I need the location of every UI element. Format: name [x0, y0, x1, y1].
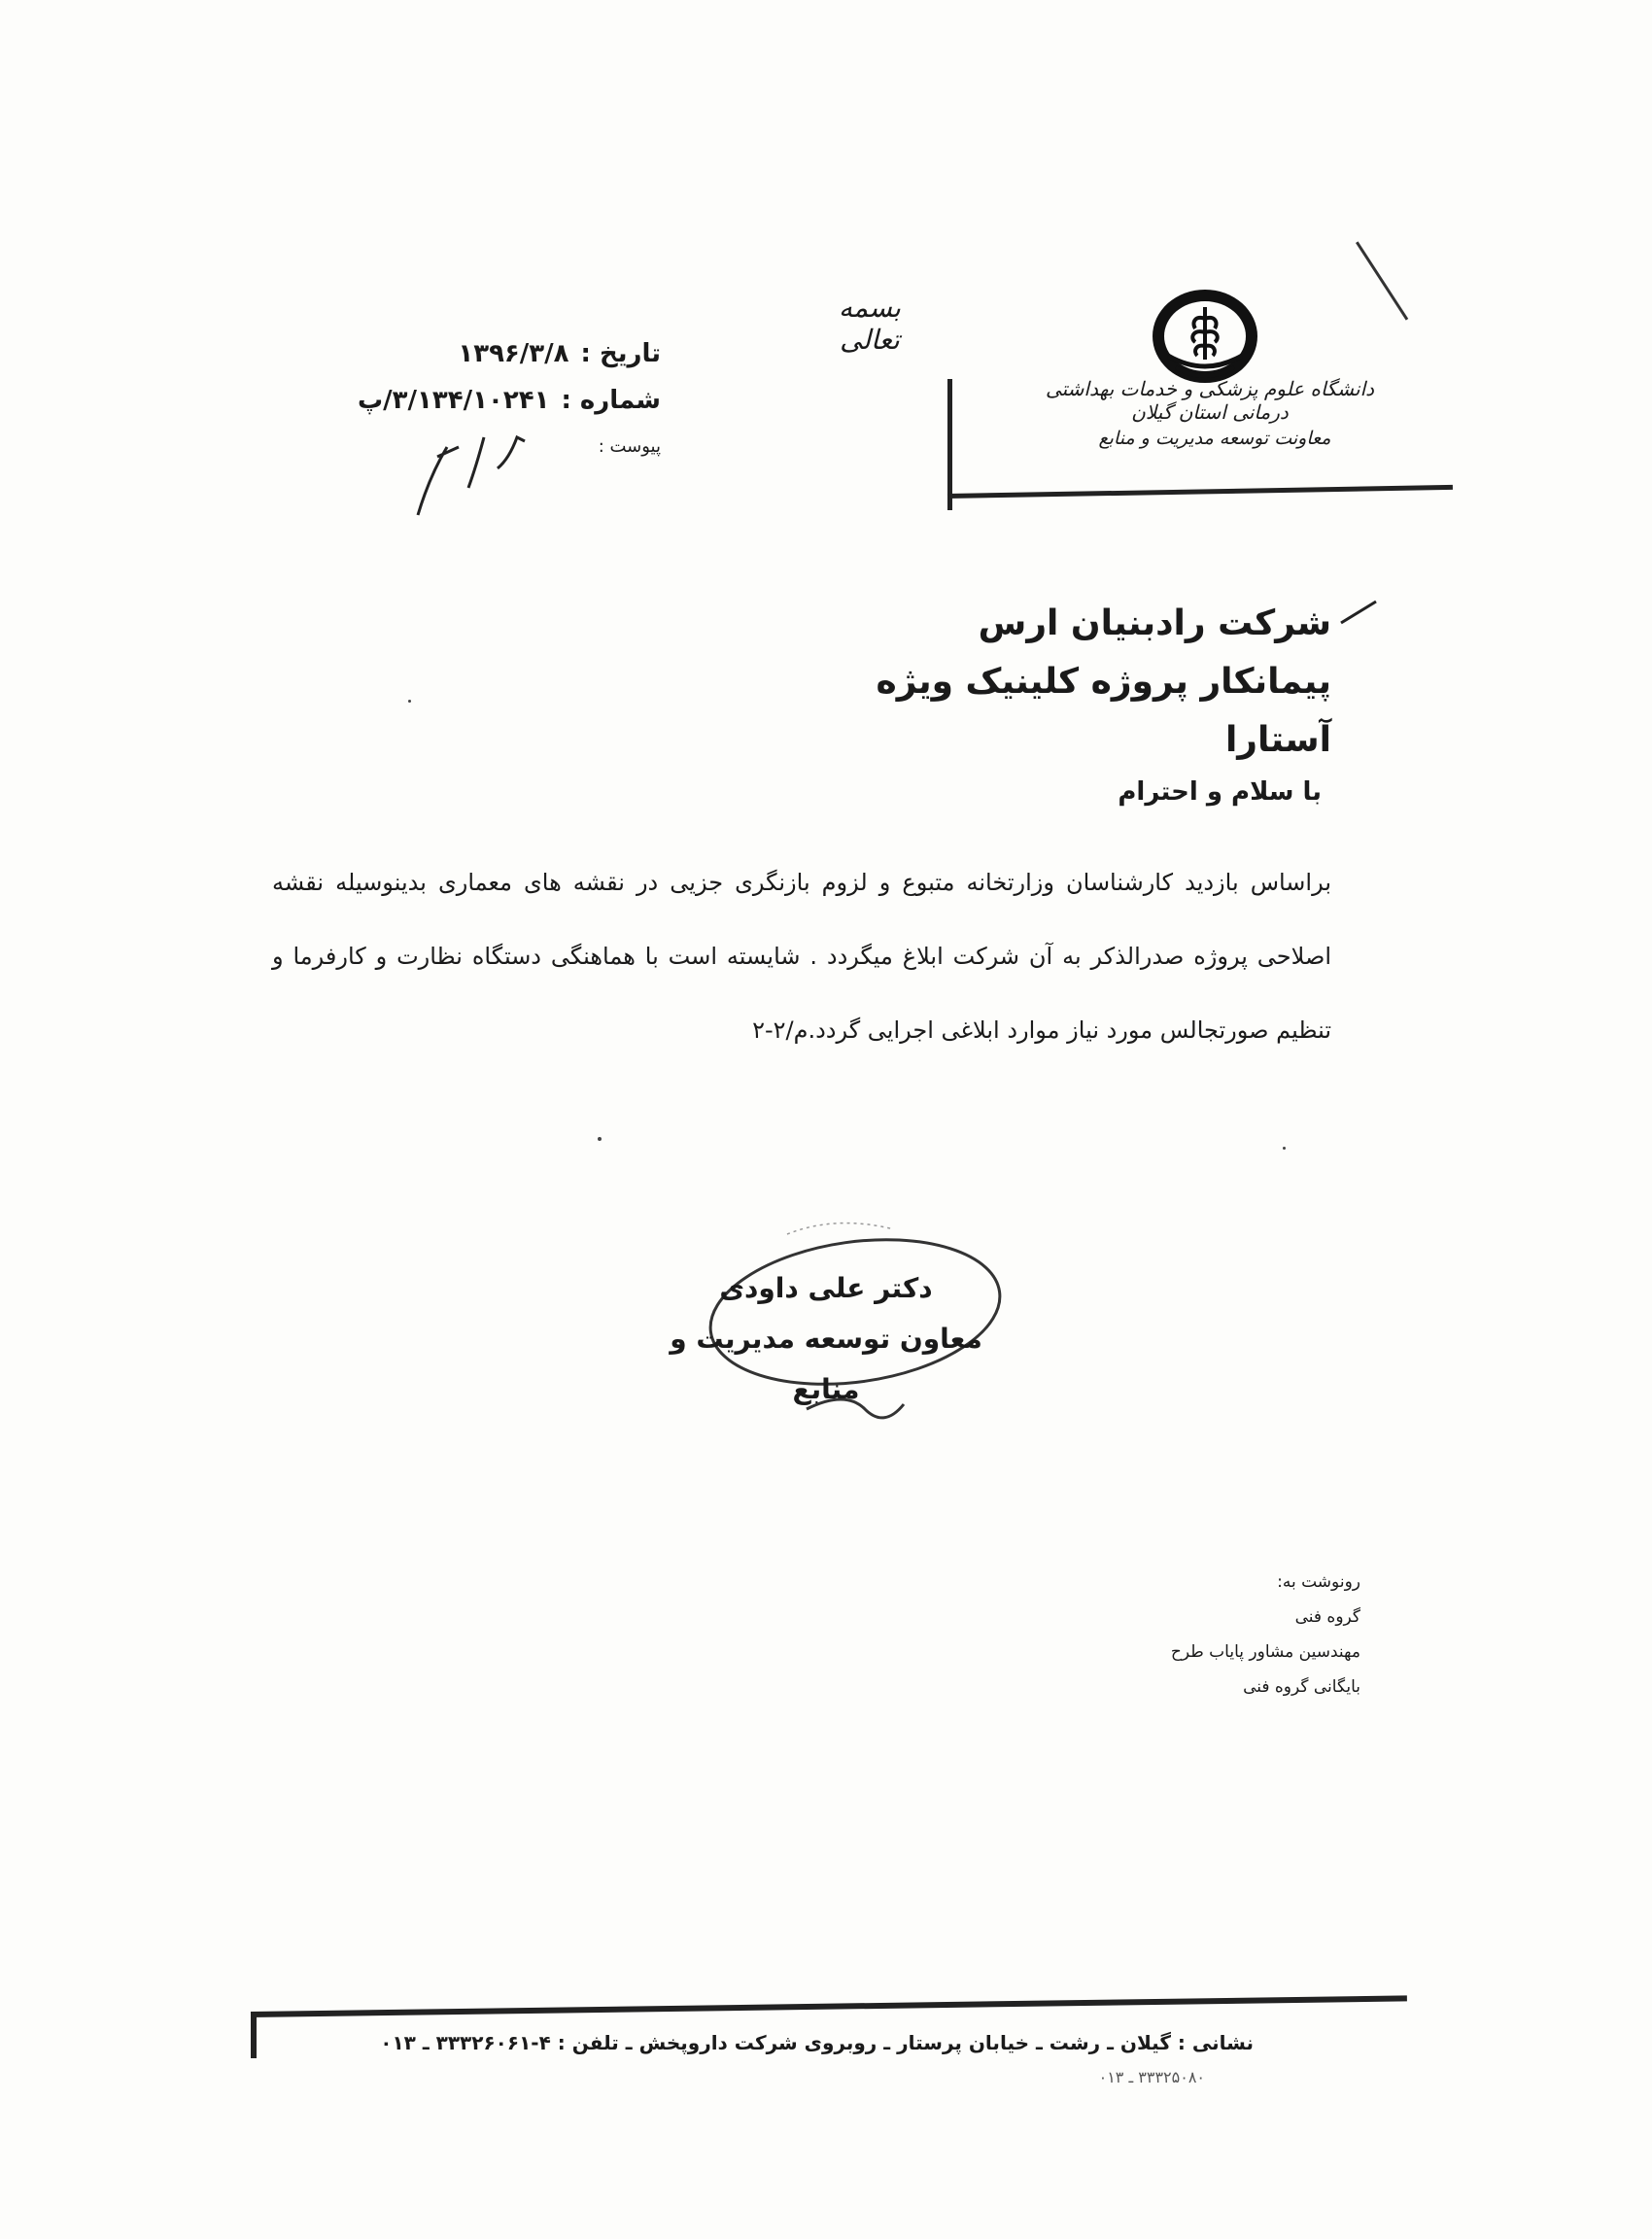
number-row	[358, 377, 661, 424]
number-label: شماره :	[561, 386, 661, 415]
body-paragraph: براساس بازدید کارشناسان وزارتخانه متبوع و لزوم بازنگری جزیی در نقشه های معماری بدینوسیله نقشه اصلاحی پروژه صدرالذکر به آن شرکت ابلاغ میگردد . شایسته است با هماهنگی دستگاه نظارت و کارفرما و تنظیم صورتجالس مورد نیاز موارد ابلاغی اجرایی گردد.م/۲-۲	[272, 869, 1331, 1044]
date-value: ۱۳۹۶/۳/۸	[458, 339, 569, 368]
handwritten-annotation	[408, 418, 544, 525]
scan-speck	[1283, 1147, 1286, 1150]
attachment-label: پیوست :	[598, 436, 661, 457]
footer-phone-line: ۳۳۳۲۵۰۸۰ ـ ۰۱۳	[1098, 2068, 1205, 2086]
cc-item: گروه فنی	[1294, 1607, 1360, 1627]
number-value: ۳/۱۳۴/۱۰۲۴۱/پ	[358, 386, 550, 415]
date-label: تاریخ :	[580, 339, 661, 368]
invocation-heading: بسمه تعالی	[839, 292, 901, 356]
cc-label: رونوشت به:	[1277, 1572, 1360, 1592]
cc-item: مهندسین مشاور پایاب طرح	[1170, 1642, 1360, 1662]
footer-address: نشانی : گیلان ـ رشت ـ خیابان پرستار ـ روبروی شرکت داروپخش ـ تلفن : ۴-۳۳۳۲۶۰۶۱ ـ ۰۱۳	[380, 2031, 1254, 2054]
scan-speck	[598, 1137, 602, 1141]
salutation: با سلام و احترام	[1118, 777, 1322, 807]
cc-item: بایگانی گروه فنی	[1243, 1677, 1360, 1697]
recipient-company: شرکت رادبنیان ارس	[978, 603, 1331, 643]
footer-rule-horizontal	[251, 1995, 1407, 2017]
date-row	[369, 330, 661, 377]
check-mark-icon	[1339, 598, 1378, 627]
signer-title: معاون توسعه مدیریت و منابع	[670, 1323, 982, 1405]
recipient-block	[875, 595, 1331, 770]
recipient-role: پیمانکار پروژه کلینیک ویژه آستارا	[876, 662, 1331, 760]
institution-name: دانشگاه علوم پزشکی و خدمات بهداشتی درمانی استان گیلان	[1045, 377, 1375, 424]
letter-body	[272, 845, 1331, 1067]
corner-mark	[1356, 241, 1408, 320]
signer-block	[661, 1263, 991, 1415]
department-name: معاونت توسعه مدیریت و منابع	[1098, 428, 1331, 449]
carbon-copy-list	[1069, 1565, 1360, 1705]
header-rule-horizontal	[947, 485, 1453, 499]
header-rule-vertical	[947, 379, 952, 510]
signer-name: دکتر علی داودی	[719, 1272, 933, 1304]
scan-speck	[408, 700, 411, 703]
footer-rule-vertical	[251, 2012, 257, 2058]
